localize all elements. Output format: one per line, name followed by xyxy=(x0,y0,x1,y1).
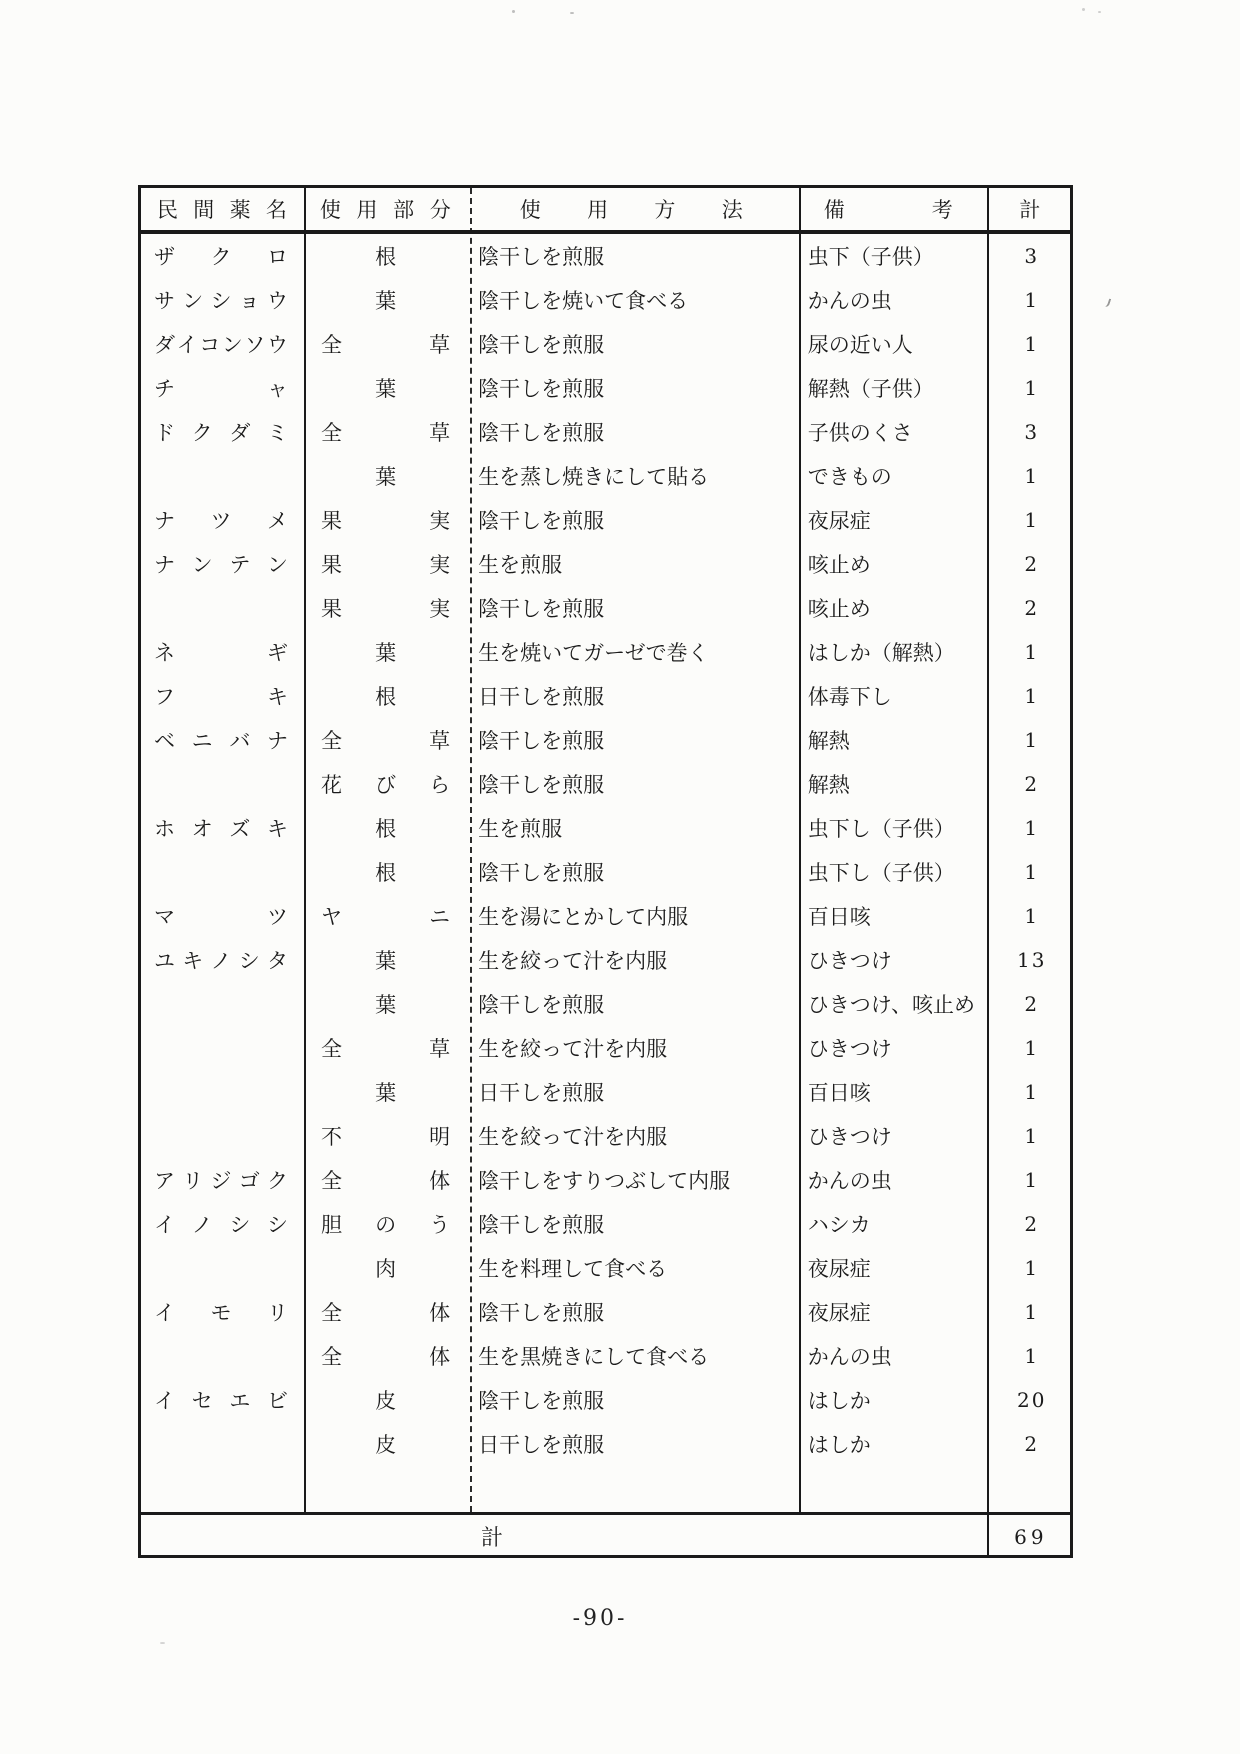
remarks-cell: 虫下し（子供） xyxy=(807,861,955,885)
method-cell: 生を煎服 xyxy=(478,553,563,577)
remarks-cell: 尿の近い人 xyxy=(807,333,913,357)
method-cell: 陰干しを煎服 xyxy=(478,597,605,621)
table-row xyxy=(141,850,1070,894)
name-cell xyxy=(141,586,303,630)
remarks-cell: 解熱 xyxy=(807,773,850,797)
name-cell: ナ ン テ ン xyxy=(154,553,289,577)
name-cell xyxy=(141,1070,303,1114)
table-row xyxy=(141,938,1070,982)
count-cell: 1 xyxy=(1024,508,1040,532)
count-cell: 2 xyxy=(1024,992,1040,1016)
part-cell: 根 xyxy=(375,685,397,709)
remarks-cell: ひきつけ xyxy=(807,949,892,973)
count-cell: 1 xyxy=(1024,1344,1040,1368)
remarks-cell: かんの虫 xyxy=(807,1169,892,1193)
name-cell xyxy=(141,982,303,1026)
count-cell: 1 xyxy=(1024,684,1040,708)
name-cell: イ セ エ ビ xyxy=(154,1389,289,1413)
count-cell: 1 xyxy=(1024,860,1040,884)
method-cell: 生を煎服 xyxy=(478,817,563,841)
method-cell: 陰干しを煎服 xyxy=(478,861,605,885)
total-value: 69 xyxy=(1014,1524,1048,1549)
count-cell: 1 xyxy=(1024,376,1040,400)
count-cell: 3 xyxy=(1024,420,1040,444)
count-cell: 2 xyxy=(1024,1212,1040,1236)
remarks-cell: ひきつけ、咳止め xyxy=(807,993,975,1017)
count-cell: 2 xyxy=(1024,596,1040,620)
method-cell: 陰干しを煎服 xyxy=(478,1213,605,1237)
scan-speck xyxy=(512,10,515,13)
table-header-row xyxy=(141,188,1070,230)
part-cell: 全 草 xyxy=(321,729,451,753)
table-row xyxy=(141,1422,1070,1466)
table-row xyxy=(141,322,1070,366)
method-cell: 日干しを煎服 xyxy=(478,1433,605,1457)
remarks-cell: ハシカ xyxy=(807,1213,871,1237)
header-part: 使 用 部 分 xyxy=(319,198,451,222)
scan-speck xyxy=(160,1642,165,1644)
count-cell: 2 xyxy=(1024,552,1040,576)
table-row xyxy=(141,1158,1070,1202)
count-cell: 1 xyxy=(1024,1080,1040,1104)
part-cell: 全 草 xyxy=(321,333,451,357)
table-row xyxy=(141,806,1070,850)
remarks-cell: 夜尿症 xyxy=(807,1257,871,1281)
remarks-cell: 体毒下し xyxy=(807,685,892,709)
table-row xyxy=(141,1290,1070,1334)
method-cell: 生を蒸し焼きにして貼る xyxy=(478,465,710,489)
table-row xyxy=(141,718,1070,762)
method-cell: 陰干しを煎服 xyxy=(478,509,605,533)
count-cell: 1 xyxy=(1024,1124,1040,1148)
name-cell xyxy=(141,762,303,806)
table-row xyxy=(141,894,1070,938)
method-cell: 生を絞って汁を内服 xyxy=(478,1037,668,1061)
part-cell: 葉 xyxy=(375,949,397,973)
method-cell: 陰干しを煎服 xyxy=(478,993,605,1017)
count-cell: 1 xyxy=(1024,904,1040,928)
part-cell: 根 xyxy=(375,245,397,269)
part-cell: 葉 xyxy=(375,465,397,489)
method-cell: 生を絞って汁を内服 xyxy=(478,1125,668,1149)
name-cell: ア リ ジ ゴ ク xyxy=(154,1169,288,1193)
name-cell: イ ノ シ シ xyxy=(154,1213,289,1237)
part-cell: 全 草 xyxy=(321,1037,451,1061)
name-cell: サ ン シ ョ ウ xyxy=(154,289,288,313)
remarks-cell: ひきつけ xyxy=(807,1037,892,1061)
page-number: -90- xyxy=(572,1606,628,1631)
name-cell: フ キ xyxy=(154,685,289,709)
table-row xyxy=(141,630,1070,674)
remarks-cell: 解熱 xyxy=(807,729,850,753)
part-cell: 全 草 xyxy=(321,421,451,445)
table-row xyxy=(141,1378,1070,1422)
table-row xyxy=(141,1070,1070,1114)
scan-mark xyxy=(1103,297,1111,307)
table-row xyxy=(141,586,1070,630)
method-cell: 陰干しを焼いて食べる xyxy=(478,289,689,313)
count-cell: 1 xyxy=(1024,1168,1040,1192)
count-cell: 1 xyxy=(1024,332,1040,356)
name-cell: マ ツ xyxy=(154,905,289,929)
method-cell: 生を焼いてガーゼで巻く xyxy=(478,641,709,665)
part-cell: 皮 xyxy=(375,1389,397,1413)
method-cell: 生を絞って汁を内服 xyxy=(478,949,668,973)
method-cell: 陰干しを煎服 xyxy=(478,1301,605,1325)
count-cell: 2 xyxy=(1024,1432,1040,1456)
part-cell: 葉 xyxy=(375,641,397,665)
header-remarks: 備 考 xyxy=(823,198,953,222)
table-row xyxy=(141,1202,1070,1246)
table-row xyxy=(141,366,1070,410)
count-cell: 1 xyxy=(1024,288,1040,312)
count-cell: 1 xyxy=(1024,816,1040,840)
scan-speck xyxy=(570,12,574,14)
method-cell: 陰干しを煎服 xyxy=(478,333,605,357)
remarks-cell: 解熱（子供） xyxy=(807,377,934,401)
remarks-cell: かんの虫 xyxy=(807,1345,892,1369)
part-cell: 葉 xyxy=(375,289,397,313)
count-cell: 3 xyxy=(1024,244,1040,268)
part-cell: 花 び ら xyxy=(321,773,451,797)
part-cell: 全 体 xyxy=(321,1301,451,1325)
total-label: 計 xyxy=(481,1526,504,1551)
remarks-cell: できもの xyxy=(807,465,892,489)
name-cell: ナ ツ メ xyxy=(154,509,289,533)
scan-speck xyxy=(1098,11,1101,13)
table-row xyxy=(141,542,1070,586)
name-cell: ベ ニ バ ナ xyxy=(154,729,289,753)
name-cell: チ ャ xyxy=(154,377,289,401)
method-cell: 陰干しを煎服 xyxy=(478,377,605,401)
remarks-cell: ひきつけ xyxy=(807,1125,892,1149)
table-row xyxy=(141,1246,1070,1290)
table-row xyxy=(141,234,1070,278)
name-cell: ザ ク ロ xyxy=(154,245,289,269)
name-cell: イ モ リ xyxy=(154,1301,289,1325)
name-cell xyxy=(141,1334,303,1378)
method-cell: 日干しを煎服 xyxy=(478,1081,605,1105)
part-cell: 根 xyxy=(375,817,397,841)
name-cell xyxy=(141,1422,303,1466)
remarks-cell: はしか xyxy=(807,1433,871,1457)
scan-speck xyxy=(1030,258,1033,260)
name-cell: ユ キ ノ シ タ xyxy=(154,949,288,973)
remarks-cell: はしか xyxy=(807,1389,871,1413)
remarks-cell: 咳止め xyxy=(807,597,871,621)
method-cell: 生を湯にとかして内服 xyxy=(478,905,689,929)
remarks-cell: 子供のくさ xyxy=(807,421,913,445)
remarks-cell: 百日咳 xyxy=(807,1081,871,1105)
method-cell: 生を料理して食べる xyxy=(478,1257,668,1281)
table-row xyxy=(141,278,1070,322)
total-row xyxy=(141,1515,1070,1558)
count-cell: 20 xyxy=(1017,1388,1047,1412)
part-cell: 肉 xyxy=(375,1257,397,1281)
remarks-cell: 百日咳 xyxy=(807,905,871,929)
part-cell: 葉 xyxy=(375,993,397,1017)
part-cell: ヤ ニ xyxy=(321,905,451,929)
part-cell: 果 実 xyxy=(321,553,451,577)
header-method: 使 用 方 法 xyxy=(519,198,743,222)
table-row xyxy=(141,410,1070,454)
table-row xyxy=(141,454,1070,498)
remarks-cell: 夜尿症 xyxy=(807,1301,871,1325)
part-cell: 果 実 xyxy=(321,597,451,621)
table-row xyxy=(141,674,1070,718)
header-count: 計 xyxy=(1019,198,1041,222)
table-row xyxy=(141,1334,1070,1378)
table-row xyxy=(141,1026,1070,1070)
part-cell: 葉 xyxy=(375,1081,397,1105)
method-cell: 生を黒焼きにして食べる xyxy=(478,1345,710,1369)
count-cell: 1 xyxy=(1024,1300,1040,1324)
table-row xyxy=(141,762,1070,806)
count-cell: 1 xyxy=(1024,728,1040,752)
part-cell: 果 実 xyxy=(321,509,451,533)
table-row xyxy=(141,498,1070,542)
count-cell: 2 xyxy=(1024,772,1040,796)
folk-remedies-table xyxy=(138,185,1073,1558)
name-cell xyxy=(141,454,303,498)
count-cell: 1 xyxy=(1024,464,1040,488)
name-cell xyxy=(141,1026,303,1070)
header-name: 民 間 薬 名 xyxy=(157,198,287,222)
name-cell: ダ イ コ ン ソ ウ xyxy=(154,333,288,357)
part-cell: 葉 xyxy=(375,377,397,401)
name-cell xyxy=(141,1114,303,1158)
method-cell: 陰干しを煎服 xyxy=(478,245,605,269)
name-cell xyxy=(141,1246,303,1290)
remarks-cell: 咳止め xyxy=(807,553,871,577)
method-cell: 陰干しを煎服 xyxy=(478,773,605,797)
part-cell: 全 体 xyxy=(321,1169,451,1193)
part-cell: 全 体 xyxy=(321,1345,451,1369)
method-cell: 陰干しをすりつぶして内服 xyxy=(478,1169,731,1193)
part-cell: 不 明 xyxy=(321,1125,451,1149)
remarks-cell: かんの虫 xyxy=(807,289,892,313)
part-cell: 根 xyxy=(375,861,397,885)
name-cell xyxy=(141,850,303,894)
count-cell: 13 xyxy=(1017,948,1047,972)
name-cell: ド ク ダ ミ xyxy=(154,421,289,445)
part-cell: 胆 の う xyxy=(321,1213,451,1237)
scan-speck xyxy=(1082,8,1085,11)
method-cell: 陰干しを煎服 xyxy=(478,729,605,753)
remarks-cell: 夜尿症 xyxy=(807,509,871,533)
count-cell: 1 xyxy=(1024,1256,1040,1280)
count-cell: 1 xyxy=(1024,640,1040,664)
remarks-cell: 虫下し（子供） xyxy=(807,817,955,841)
part-cell: 皮 xyxy=(375,1433,397,1457)
table-body xyxy=(141,234,1070,1466)
remarks-cell: はしか（解熱） xyxy=(807,641,955,665)
name-cell: ネ ギ xyxy=(154,641,289,665)
remarks-cell: 虫下（子供） xyxy=(807,245,934,269)
table-row xyxy=(141,1114,1070,1158)
name-cell: ホ オ ズ キ xyxy=(154,817,289,841)
method-cell: 陰干しを煎服 xyxy=(478,421,605,445)
count-cell: 1 xyxy=(1024,1036,1040,1060)
table-row xyxy=(141,982,1070,1026)
method-cell: 陰干しを煎服 xyxy=(478,1389,605,1413)
method-cell: 日干しを煎服 xyxy=(478,685,605,709)
